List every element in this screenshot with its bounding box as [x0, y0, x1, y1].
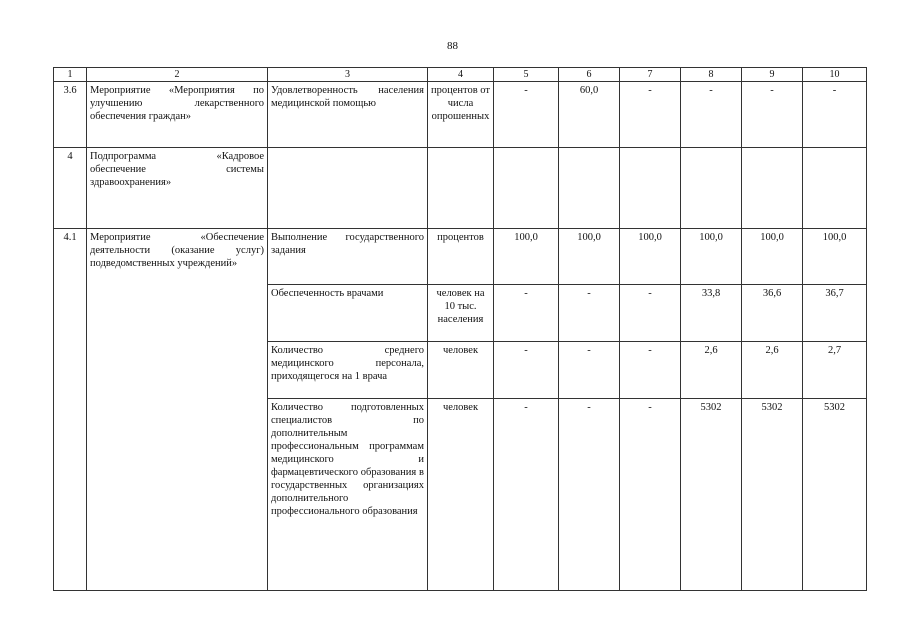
- indicator-cell: Обеспеченность врачами: [268, 285, 428, 342]
- value-cell: 100,0: [620, 229, 681, 285]
- col-header: 2: [87, 68, 268, 82]
- value-cell: -: [494, 342, 559, 399]
- value-cell: -: [559, 399, 620, 591]
- page-number: 88: [447, 40, 458, 52]
- col-header: 7: [620, 68, 681, 82]
- table-row: [54, 229, 867, 285]
- indicator-cell: Количество подготовленных специалистов по дополнительным профессиональным программам медицинского и фармацевтического образования в государственных организациях дополнительного профессионального образования: [268, 399, 428, 591]
- col-header: 9: [742, 68, 803, 82]
- value-cell: -: [681, 82, 742, 148]
- value-cell: 36,7: [803, 285, 867, 342]
- value-cell: 100,0: [559, 229, 620, 285]
- value-cell: -: [620, 399, 681, 591]
- value-cell: -: [620, 82, 681, 148]
- value-cell: 33,8: [681, 285, 742, 342]
- col-header: 8: [681, 68, 742, 82]
- table-row: [54, 82, 867, 148]
- col-header: 10: [803, 68, 867, 82]
- col-header: 5: [494, 68, 559, 82]
- value-cell: 36,6: [742, 285, 803, 342]
- indicator-cell: Удовлетворенность населения медицинской помощью: [268, 82, 428, 148]
- value-cell: 100,0: [742, 229, 803, 285]
- event-cell: Подпрограмма «Кадровое обеспечение системы здравоохранения»: [87, 148, 268, 229]
- event-cell: Мероприятие «Обеспечение деятельности (оказание услуг) подведомственных учреждений»: [87, 229, 268, 591]
- indicator-cell: Количество среднего медицинского персонала, приходящегося на 1 врача: [268, 342, 428, 399]
- value-cell: -: [620, 342, 681, 399]
- unit-cell: человек: [428, 342, 494, 399]
- row-number: 3.6: [54, 82, 87, 148]
- table-row: [54, 148, 867, 229]
- value-cell: -: [742, 82, 803, 148]
- value-cell: -: [620, 285, 681, 342]
- row-number: 4.1: [54, 229, 87, 591]
- row-number: 4: [54, 148, 87, 229]
- value-cell: -: [494, 82, 559, 148]
- value-cell: -: [494, 399, 559, 591]
- value-cell: 2,7: [803, 342, 867, 399]
- value-cell: 100,0: [803, 229, 867, 285]
- value-cell: 5302: [742, 399, 803, 591]
- value-cell: -: [494, 285, 559, 342]
- unit-cell: человек на 10 тыс. населения: [428, 285, 494, 342]
- value-cell: -: [803, 82, 867, 148]
- value-cell: 100,0: [494, 229, 559, 285]
- col-header: 1: [54, 68, 87, 82]
- value-cell: -: [559, 285, 620, 342]
- header-row: [54, 68, 867, 82]
- targets-table: [53, 67, 867, 591]
- col-header: 3: [268, 68, 428, 82]
- value-cell: 2,6: [742, 342, 803, 399]
- unit-cell: процентов от числа опрошенных: [428, 82, 494, 148]
- col-header: 6: [559, 68, 620, 82]
- value-cell: -: [559, 342, 620, 399]
- value-cell: 100,0: [681, 229, 742, 285]
- value-cell: 5302: [803, 399, 867, 591]
- indicator-cell: Выполнение государственного задания: [268, 229, 428, 285]
- value-cell: 5302: [681, 399, 742, 591]
- unit-cell: процентов: [428, 229, 494, 285]
- col-header: 4: [428, 68, 494, 82]
- unit-cell: человек: [428, 399, 494, 591]
- value-cell: 60,0: [559, 82, 620, 148]
- value-cell: 2,6: [681, 342, 742, 399]
- event-cell: Мероприятие «Мероприятия по улучшению лекарственного обеспечения граждан»: [87, 82, 268, 148]
